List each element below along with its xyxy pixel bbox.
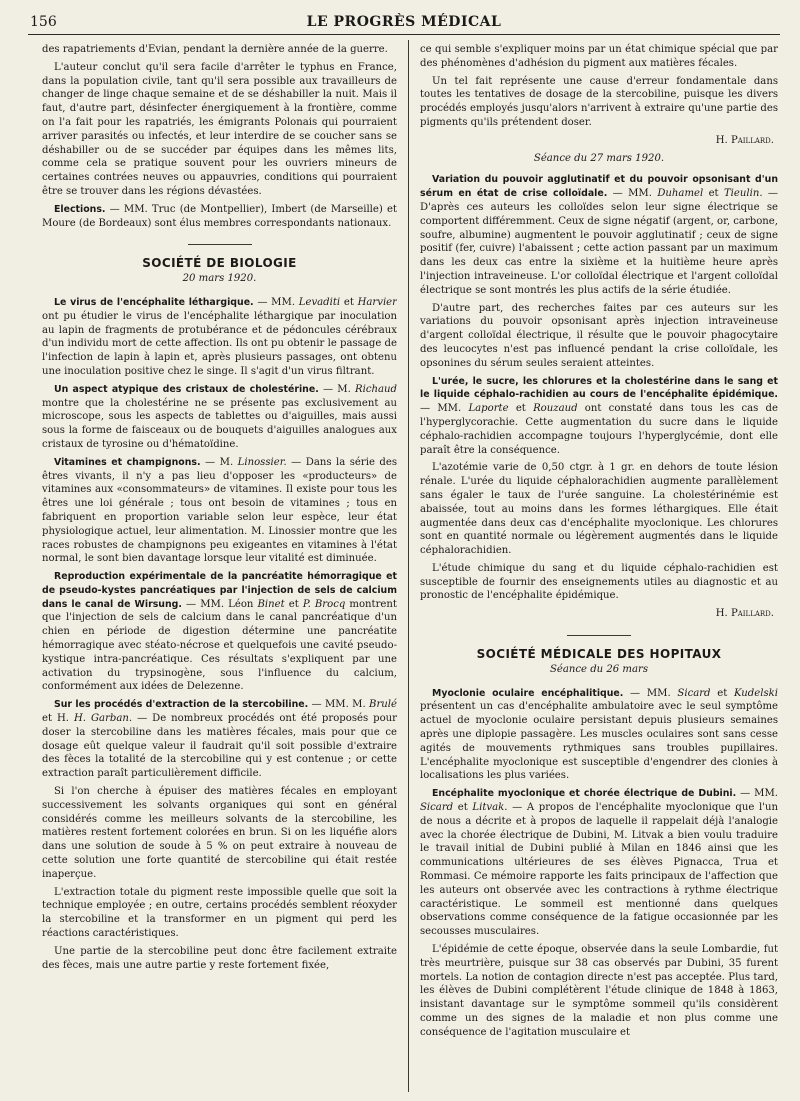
- article-pancreatite: Reproduction expérimentale de la pancréatite hémorragique et de pseudo-kystes pancréatiques par l'injection de sels de calcium dans le canal de Wirsung. — MM. Léon Binet et P. Brocq montrent que l'injection de sels de calcium dans le canal pancréatique d'un chien en période de digestion détermine une pancréatite hémorragique avec stéato-nécrose et quelquefois une cavité pseudo-kystique intra-pancréatique. Ces résultats s'expliquent par une activation du trypsinogène, sous l'influence du calcium, conformément aux idées de Delezenne.: [42, 571, 397, 693]
- article-text: D'après ces auteurs les colloïdes selon leur signe électrique se comportent différemment. Ceux de signe négatif (argent, or, carbone, soufre, albumine) augmentent le pouvoir agglutinatif ; ceux de signe positif (fer, cuivre) l'abaissent ; cette action passant par un maximum dans les deux cas entre la sixième et la huitième heure après l'injection intraveineuse. L'or colloïdal électrique et l'argent colloïdal électrique se sont montrés les plus actifs de la série étudiée.: [420, 201, 778, 296]
- paragraph: L'auteur conclut qu'il sera facile d'arrêter le typhus en France, dans la population civile, tant qu'il sera possible aux travailleurs de changer de linge chaque semaine et de se déshabiller la nuit. Mais il faut, d'autre part, désinfecter énergiquement à la frontière, comme on l'a fait pour les rapatriés, les émigrants Polonais qui pourraient arriver parasités ou infectés, et leur interdire de se coucher sans se déshabiller ou de se succéder par équipes dans les mêmes lits, comme cela se pratique souvent pour les ouvriers mineurs de certaines contrées neuves ou appauvries, conditions qui pourraient être se trouver dans les régions dévastées.: [42, 61, 397, 197]
- article-mm: MM. Léon: [200, 598, 254, 610]
- author: Binet: [257, 598, 285, 610]
- article-lead: Elections.: [54, 203, 106, 215]
- paragraph: L'extraction totale du pigment reste impossible quelle que soit la technique employée ; en outre, certains procédés semblent réoxyder la stercobiline et la transformer en un pigment qui perd les réactions caractéristiques.: [42, 886, 397, 940]
- article-vitamines: Vitamines et champignons. — M. Linossier. — Dans la série des êtres vivants, il n'y a pas lieu d'opposer les «producteurs» de vitamines aux «consommateurs» de vitamines. Il existe pour tous les êtres une loi générale ; tous ont besoin de vitamines ; tous en fabriquent en proportion variable selon leur espèce, leur état physiologique actuel, leur alimentation. M. Linossier montre que les races robustes de champignons peu exigeantes en vitamines à l'état normal, le sont bien davantage lorsque leur vitalité est diminuée.: [42, 456, 397, 565]
- paragraph: des rapatriements d'Evian, pendant la dernière année de la guerre.: [42, 44, 388, 55]
- author: H. Garban.: [74, 713, 133, 725]
- author: Sicard: [677, 687, 711, 699]
- article-text: MM. Truc (de Montpellier), Imbert (de Marseille) et Moure (de Bordeaux) sont élus membres correspondants nationaux.: [42, 203, 397, 229]
- article-stercobiline: Sur les procédés d'extraction de la stercobiline. — MM. M. Brulé et H. H. Garban. — De nombreux procédés ont été proposés pour doser la stercobiline dans les matières fécales, mais pour que ce dosage eût quelque valeur il faudrait qu'il soit possible d'extraire des fèces la totalité de la stercobiline qui y est contenue ; or cette extraction paraît particulièrement difficile.: [42, 699, 397, 780]
- paragraph: D'autre part, des recherches faites par ces auteurs sur les variations du pouvoir opsonisant après injection intraveineuse d'argent colloïdal électrique, il résulte que le pouvoir phagocytaire des leucocytes n'est pas influencé pendant la crise colloïdale, les opsonines du sérum seules seraient atteintes.: [420, 302, 778, 369]
- left-column: [42, 43, 397, 1093]
- page-number: 156: [30, 14, 57, 30]
- paragraph: L'étude chimique du sang et du liquide céphalo-rachidien est susceptible de fournir des enseignements utiles au diagnostic et au pronostic de l'encéphalite épidémique.: [420, 562, 778, 602]
- article-lead: Variation du pouvoir agglutinatif et du pouvoir opsonisant d'un sérum en état de crise colloïdale.: [420, 174, 778, 200]
- author: Sicard: [420, 802, 454, 814]
- section-date: Séance du 26 mars: [549, 663, 649, 675]
- article-text: présentent un cas d'encéphalite ambulatoire avec le seul symptôme actuel de myoclonie oculaire persistant depuis plusieurs semaines après une diplopie passagère. Les muscles oculaires sont sans cesse agités de mouvements rythmiques sans troubles pupillaires. L'encéphalite myoclonique est susceptible d'engendrer des clonies à localisations les plus variées.: [420, 701, 778, 782]
- author: Brulé: [369, 699, 397, 711]
- conjunction: et: [515, 403, 526, 415]
- paragraph: Si l'on cherche à épuiser des matières fécales en employant successivement les solvants organiques qui sont en général considérés comme les meilleurs solvants de la stercobiline, les matières restent fortement colorées en brun. Si on les liquéfie alors dans une solution de soude à 5 % on peut extraire à nouveau de cette solution une forte quantité de stercobiline qui était restée inaperçue.: [42, 786, 397, 880]
- signature: H. Paillard.: [715, 608, 774, 620]
- paragraph: L'épidémie de cette époque, observée dans la seule Lombardie, fut très meurtrière, puisque sur 38 cas observés par Dubini, 35 furent mortels. La notion de contagion directe n'est pas acceptée. Plus tard, les élèves de Dubini complétèrent l'étude clinique de 1848 à 1863, insistant davantage sur le symptôme sommeil qu'ils considèrent comme un des signes de la maladie et non plus comme une conséquence de l'agitation musculaire et: [420, 944, 778, 1038]
- article-uree: L'urée, le sucre, les chlorures et la cholestérine dans le sang et le liquide céphalo-rachidien au cours de l'encéphalite épidémique. — MM. Laporte et Rouzaud ont constaté dans tous les cas de l'hyperglycorachie. Cette augmentation du sucre dans le liquide céphalo-rachidien accompagne toujours l'hyperglycémie, dont elle paraît être la conséquence.: [420, 375, 778, 456]
- article-text: Dans la série des êtres vivants, il n'y a pas lieu d'opposer les «producteurs» de vitamines aux «consommateurs» de vitamines. Il existe pour tous les êtres une loi générale ; tous ont besoin de vitamines ; tous en fabriquent en proportion variable selon leur espèce, leur état physiologique actuel, leur alimentation. M. Linossier montre que les races robustes de champignons peu exigeantes en vitamines à l'état normal, le sont bien davantage lorsque leur vitalité est diminuée.: [42, 456, 397, 565]
- article-text: montre que la cholestérine ne se présente pas exclusivement au microscope, sous les aspects de tablettes ou d'aiguilles, mais aussi sous la forme de faisceaux ou de bouquets d'aiguilles analogues aux cristaux de tyrosine ou d'hématoïdine.: [42, 397, 397, 450]
- article-lead: Le virus de l'encéphalite léthargique.: [54, 296, 254, 308]
- section-rule: [567, 635, 631, 636]
- seance-date: Séance du 27 mars 1920.: [533, 152, 665, 164]
- article-mm: M.: [219, 456, 234, 468]
- paragraph: Une partie de la stercobiline peut donc être facilement extraite des fèces, mais une autre partie y reste fortement fixée,: [42, 945, 397, 971]
- article-mm: MM.: [646, 687, 671, 699]
- author: Linossier.: [237, 456, 287, 468]
- running-header: [28, 8, 780, 35]
- article-lead: Vitamines et champignons.: [54, 456, 201, 468]
- article-agglutinatif: Variation du pouvoir agglutinatif et du pouvoir opsonisant d'un sérum en état de crise colloïdale. — MM. Duhamel et Tieulin. — D'après ces auteurs les colloïdes selon leur signe électrique se comportent différemment. Ceux de signe négatif (argent, or, carbone, soufre, albumine) augmentent le pouvoir agglutinatif ; ceux de signe positif (fer, cuivre) l'abaissent ; cette action passant par un maximum dans les deux cas entre la sixième et la huitième heure après l'injection intraveineuse. L'or colloïdal électrique et l'argent colloïdal électrique se sont montrés les plus actifs de la série étudiée.: [420, 174, 778, 296]
- journal-title: LE PROGRÈS MÉDICAL: [306, 14, 502, 30]
- conjunction: et H.: [42, 713, 70, 725]
- conjunction: et: [288, 598, 299, 610]
- article-myoclonie: Myoclonie oculaire encéphalitique. — MM. Sicard et Kudelski présentent un cas d'encéphalite ambulatoire avec le seul symptôme actuel de myoclonie oculaire persistant depuis plusieurs semaines après une diplopie passagère. Les muscles oculaires sont sans cesse agités de mouvements rythmiques sans troubles pupillaires. L'encéphalite myoclonique est susceptible d'engendrer des clonies à localisations les plus variées.: [420, 687, 778, 782]
- author: Rouzaud: [533, 403, 578, 415]
- column-divider: [408, 40, 409, 1092]
- author: Tieulin.: [723, 188, 763, 200]
- article-dubini: Encéphalite myoclonique et chorée électrique de Dubini. — MM. Sicard et Litvak. — A propos de l'encéphalite myoclonique que l'un de nous a décrite et à propos de laquelle il rappelait déjà l'analogie avec la chorée électrique de Dubini, M. Litvak a bien voulu traduire le travail initial de Dubini publié à Milan en 1846 ainsi que les communications ultérieures de ses élèves Pignacca, Trua et Rommasi. Ce mémoire rapporte les faits principaux de l'affection que les auteurs ont observée avec les contractions à rythme électrique caractéristique. Le sommeil est mentionné dans quelques observations comme conséquence de la fatigue occasionnée par les secousses musculaires.: [420, 788, 778, 938]
- article-text: ont constaté dans tous les cas de l'hyperglycorachie. Cette augmentation du sucre dans le liquide céphalo-rachidien accompagne toujours l'hyperglycémie, dont elle paraît être la conséquence.: [420, 403, 778, 456]
- article-lead: Un aspect atypique des cristaux de cholestérine.: [54, 383, 319, 395]
- author: Harvier: [357, 296, 397, 308]
- author: Levaditi: [298, 296, 341, 308]
- author: Laporte: [468, 403, 509, 415]
- author: Litvak.: [472, 802, 508, 814]
- article-text: A propos de l'encéphalite myoclonique que l'un de nous a décrite et à propos de laquelle il rappelait déjà l'analogie avec la chorée électrique de Dubini, M. Litvak a bien voulu traduire le travail initial de Dubini publié à Milan en 1846 ainsi que les communications ultérieures de ses élèves Pignacca, Trua et Rommasi. Ce mémoire rapporte les faits principaux de l'affection que les auteurs ont observée avec les contractions à rythme électrique caractéristique. Le sommeil est mentionné dans quelques observations comme conséquence de la fatigue occasionnée par les secousses musculaires.: [420, 802, 778, 938]
- article-virus: Le virus de l'encéphalite léthargique. — MM. Levaditi et Harvier ont pu étudier le virus de l'encéphalite léthargique par inoculation au lapin de fragments de protubérance et de pédoncules cérébraux d'un individu mort de cette affection. Ils ont pu obtenir le passage de l'infection de lapin à lapin et, après plusieurs passages, ont obtenu une inoculation positive chez le singe. Il s'agit d'un virus filtrant.: [42, 296, 397, 377]
- author: Richaud: [355, 383, 397, 395]
- section-rule: [188, 244, 252, 245]
- paragraph: Un tel fait représente une cause d'erreur fondamentale dans toutes les tentatives de dosage de la stercobiline, puisque les divers procédés employés jusqu'alors n'arrivent à extraire qu'une partie des pigments qu'ils prétendent doser.: [420, 75, 778, 128]
- article-lead: Encéphalite myoclonique et chorée électrique de Dubini.: [432, 788, 737, 800]
- article-mm: MM.: [437, 403, 462, 415]
- article-mm: MM.: [628, 188, 652, 200]
- article-mm: MM.: [271, 296, 296, 308]
- conjunction: et: [717, 687, 728, 699]
- paragraph: L'azotémie varie de 0,50 ctgr. à 1 gr. en dehors de toute lésion rénale. L'urée du liquide céphalorachidien augmente parallèlement sans égaler le taux de l'urée sanguine. La cholestérinémie est abaissée, tout au moins dans les formes léthargiques. Elle était augmentée dans deux cas d'encéphalite myoclonique. Les chlorures sont en quantité normale ou légèrement augmentés dans le liquide céphalorachidien.: [420, 462, 778, 557]
- article-lead: Sur les procédés d'extraction de la stercobiline.: [54, 699, 309, 711]
- conjunction: et: [343, 296, 354, 308]
- article-lead: Myoclonie oculaire encéphalitique.: [432, 687, 624, 699]
- author: P. Brocq: [302, 598, 346, 610]
- conjunction: et: [457, 802, 468, 814]
- article-lead: L'urée, le sucre, les chlorures et la cholestérine dans le sang et le liquide céphalo-rachidien au cours de l'encéphalite épidémique.: [420, 375, 778, 401]
- paragraph: ce qui semble s'expliquer moins par un état chimique spécial que par des phénomènes d'adhésion du pigment aux matières fécales.: [420, 44, 778, 69]
- article-text: De nombreux procédés ont été proposés pour doser la stercobiline dans les matières fécales, mais pour que ce dosage eût quelque valeur il faudrait qu'il soit possible d'extraire des fèces la totalité de la stercobiline qui y est contenue ; or cette extraction paraît particulièrement difficile.: [42, 713, 397, 780]
- article-text: ont pu étudier le virus de l'encéphalite léthargique par inoculation au lapin de fragments de protubérance et de pédoncules cérébraux d'un individu mort de cette affection. Ils ont pu obtenir le passage de l'infection de lapin à lapin et, après plusieurs passages, ont obtenu une inoculation positive chez le singe. Il s'agit d'un virus filtrant.: [42, 310, 397, 377]
- author: Duhamel: [657, 188, 704, 200]
- article-mm: MM. M.: [324, 699, 366, 711]
- right-column: [420, 43, 778, 1093]
- article-cholesterine: Un aspect atypique des cristaux de cholestérine. — M. Richaud montre que la cholestérine ne se présente pas exclusivement au microscope, sous les aspects de tablettes ou d'aiguilles, mais aussi sous la forme de faisceaux ou de bouquets d'aiguilles analogues aux cristaux de tyrosine ou d'hématoïdine.: [42, 383, 397, 450]
- section-title-hopitaux: SOCIÉTÉ MÉDICALE DES HOPITAUX: [476, 647, 722, 662]
- section-title-biologie: SOCIÉTÉ DE BIOLOGIE: [142, 256, 297, 271]
- article-text: montrent que l'injection de sels de calcium dans le canal pancréatique d'un chien en période de digestion détermine une pancréatite hémorragique avec stéato-nécrose et quelquefois une cavité pseudo-kystique intra-pancréatique. Ces résultats s'expliquent par une activation du trypsinogène, sous l'influence du calcium, conformément aux idées de Delezenne.: [42, 598, 397, 693]
- article-mm: MM.: [754, 788, 778, 800]
- conjunction: et: [708, 188, 719, 200]
- author: Kudelski: [733, 687, 778, 699]
- section-date: 20 mars 1920.: [182, 273, 257, 285]
- elections-paragraph: Elections. — MM. Truc (de Montpellier), Imbert (de Marseille) et Moure (de Bordeaux) sont élus membres correspondants nationaux.: [42, 203, 397, 229]
- article-lead: Reproduction expérimentale de la pancréatite hémorragique et de pseudo-kystes pancréatiques par l'injection de sels de calcium dans le canal de Wirsung.: [42, 571, 397, 610]
- signature: H. Paillard.: [715, 134, 774, 146]
- article-mm: M.: [337, 383, 351, 395]
